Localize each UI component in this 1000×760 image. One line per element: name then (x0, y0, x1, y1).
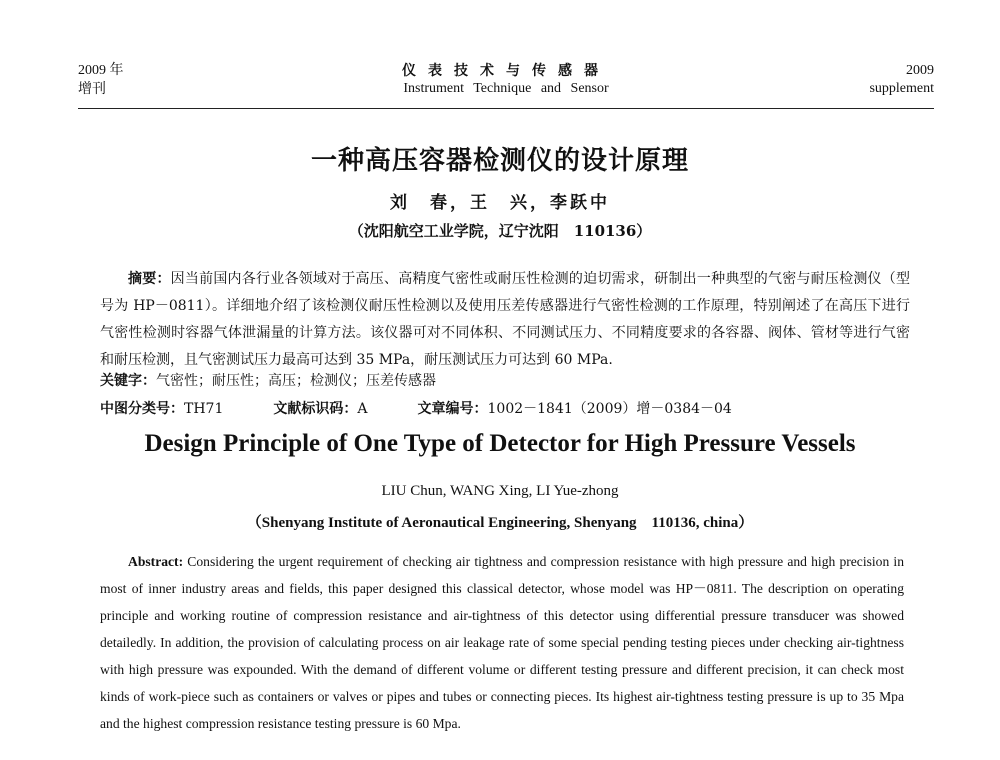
affiliation-en: （Shenyang Institute of Aeronautical Engineering, Shenyang 110136, china） (246, 515, 754, 531)
page-header (78, 62, 934, 109)
classification-line (100, 398, 910, 420)
header-right (869, 62, 934, 98)
abstract-en (100, 548, 904, 737)
header-issue-en: supplement (869, 81, 934, 96)
header-year: 2009 年 (78, 63, 124, 78)
keywords-label: 关键字： (100, 373, 156, 389)
authors-cn: 刘 春，王 兴，李跃中 (390, 193, 610, 213)
abstract-cn-label: 摘要： (128, 271, 171, 287)
abstract-cn-text: 因当前国内各行业各领域对于高压、高精度气密性或耐压性检测的迫切需求，研制出一种典型的气密与耐压检测仪（型号为 HP－0811）。详细地介绍了该检测仪耐压性检测以及使用压差传感器进行气密性检测的工作原理，特别阐述了在高压下进行气密性检测时容器气体泄漏量的计算方法。该仪器可对不同体积、不同测试压力、不同精度要求的各容器、阀体、管材等进行气密和耐压检测，且气密测试压力最高可达到 35 MPa，耐压测试压力可达到 60 MPa. (100, 271, 911, 368)
abstract-en-text: Considering the urgent requirement of checking air tightness and compression resistance with high pressure and high precision in most of inner industry areas and fields, this paper designed this classical detector, whose model was HP－0811. The description on operating principle and working routine of compression resistance and air-tightness of this detector using differential pressure transducer was showed detailedly. In addition, the provision of calculating process on air leakage rate of some special pending testing pieces under checking air-tightness with high pressure was expounded. With the demand of different volume or different testing pressure and different precision, it can check most kinds of work-piece such as containers or valves or pipes and tubes or connecting pieces. Its highest air-tightness testing pressure is up to 35 Mpa and the highest compression resistance testing pressure is 60 Mpa. (100, 554, 905, 731)
doc-code-value: A (357, 401, 368, 417)
clc-label: 中图分类号： (100, 401, 184, 417)
paper-title-cn: 一种高压容器检测仪的设计原理 (310, 146, 689, 176)
authors-en: LIU Chun, WANG Xing, LI Yue-zhong (381, 483, 619, 499)
abstract-en-label: Abstract: (128, 554, 184, 569)
article-no-label: 文章编号： (417, 401, 488, 417)
journal-name-cn: 仪表技术与传感器 (402, 63, 610, 79)
clc-value: TH71 (184, 401, 224, 417)
doc-code-label: 文献标识码： (273, 401, 358, 417)
abstract-cn (100, 266, 910, 374)
header-journal (78, 62, 934, 98)
keywords-text: 气密性；耐压性；高压；检测仪；压差传感器 (156, 373, 436, 389)
header-year-en: 2009 (906, 63, 934, 78)
affiliation-cn: （沈阳航空工业学院，辽宁沈阳 110136） (348, 222, 652, 240)
header-issue: 增刊 (78, 81, 106, 97)
article-no-value: 1002－1841（2009）增－0384－04 (487, 401, 732, 417)
keywords (100, 370, 910, 392)
journal-name-en: Instrument Technique and Sensor (403, 81, 609, 96)
paper-title-en: Design Principle of One Type of Detector for High Pressure Vessels (144, 430, 856, 457)
